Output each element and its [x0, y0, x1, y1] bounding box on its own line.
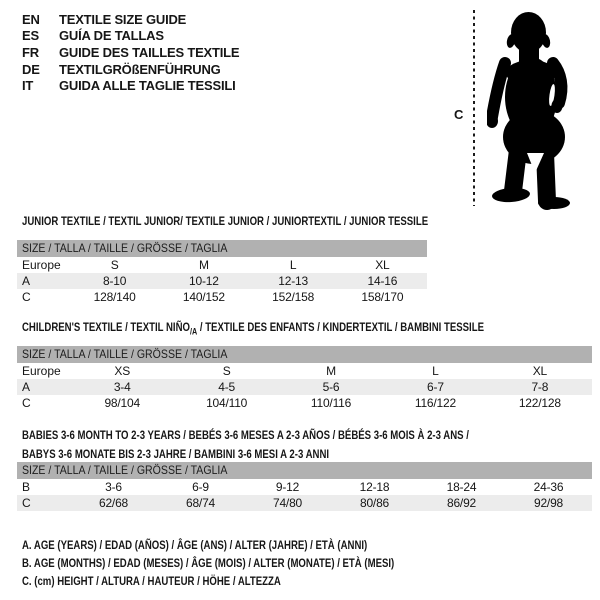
- lang-row-es: [22, 28, 239, 45]
- lang-label: GUIDE DES TAILLES TEXTILE: [59, 44, 240, 60]
- row-label: C: [22, 396, 31, 410]
- table-row-height: [17, 495, 592, 511]
- size-cell: XL: [532, 364, 547, 378]
- row-label: A: [22, 274, 31, 288]
- lang-label: TEXTILGRÖßENFÜHRUNG: [59, 61, 221, 77]
- footnote-text: C. (cm) HEIGHT / ALTURA / HAUTEUR / HÖHE / ALTEZZA: [22, 574, 281, 588]
- table-row-months: [17, 479, 592, 495]
- age-cell: 8-10: [103, 274, 127, 288]
- months-cell: 24-36: [533, 480, 564, 494]
- age-cell: 6-7: [427, 380, 444, 394]
- height-cell: 116/122: [414, 396, 456, 410]
- size-cell: S: [222, 364, 231, 378]
- lang-row-it: [22, 77, 239, 94]
- row-label: B: [22, 480, 31, 494]
- lang-label: GUÍA DE TALLAS: [59, 28, 164, 44]
- age-cell: 7-8: [531, 380, 549, 394]
- height-cell: 104/110: [206, 396, 248, 410]
- height-cell: 86/92: [446, 496, 477, 510]
- months-cell: 12-18: [359, 480, 390, 494]
- row-label: C: [22, 290, 31, 304]
- height-cell: 80/86: [359, 496, 390, 510]
- age-cell: 3-4: [113, 380, 131, 394]
- table-row-europe: [17, 257, 427, 273]
- height-cell: 158/170: [361, 290, 404, 304]
- footnote-age-months: [22, 554, 487, 572]
- language-guide: [22, 11, 239, 94]
- size-cell: M: [326, 364, 336, 378]
- size-header-text: SIZE / TALLA / TAILLE / GRÖSSE / TAGLIA: [22, 241, 228, 255]
- row-label: A: [22, 380, 31, 394]
- lang-label: TEXTILE SIZE GUIDE: [59, 11, 187, 27]
- months-cell: 6-9: [192, 480, 209, 494]
- height-cell: 74/80: [272, 496, 303, 510]
- size-header-text: SIZE / TALLA / TAILLE / GRÖSSE / TAGLIA: [22, 463, 228, 477]
- junior-table-title: [22, 214, 530, 228]
- height-measure-label: C: [454, 107, 464, 122]
- row-label: C: [22, 496, 31, 510]
- footnote-height-cm: [22, 572, 487, 590]
- height-cell: 140/152: [182, 290, 225, 304]
- height-cell: 98/104: [104, 396, 140, 410]
- footnote-text: A. AGE (YEARS) / EDAD (AÑOS) / ÂGE (ANS) / ALTER (JAHRE) / ETÀ (ANNI): [22, 538, 368, 552]
- table-row-height: [17, 395, 592, 411]
- age-cell: 5-6: [322, 380, 340, 394]
- children-size-table: [17, 346, 592, 411]
- size-header-text: SIZE / TALLA / TAILLE / GRÖSSE / TAGLIA: [22, 347, 228, 361]
- size-header-bar: [17, 346, 592, 363]
- toddler-silhouette: [487, 5, 599, 212]
- height-cell: 62/68: [98, 496, 129, 510]
- lang-row-de: [22, 61, 239, 78]
- height-cell: 68/74: [185, 496, 216, 510]
- age-cell: 10-12: [189, 274, 219, 288]
- age-cell: 4-5: [218, 380, 235, 394]
- height-cell: 128/140: [93, 290, 136, 304]
- lang-row-en: [22, 11, 239, 28]
- table-row-age: [17, 379, 592, 395]
- size-header-bar: [17, 240, 427, 257]
- size-cell: M: [198, 258, 209, 272]
- age-cell: 12-13: [278, 274, 308, 288]
- table-row-height: [17, 289, 427, 305]
- babies-table-title-line2: BABYS 3-6 MONATE BIS 2-3 JAHRE / BAMBINI 3-6 MESI A 2-3 ANNI: [22, 446, 330, 461]
- lang-label: GUIDA ALLE TAGLIE TESSILI: [59, 78, 236, 94]
- size-cell: XL: [375, 258, 390, 272]
- size-header-bar: [17, 462, 592, 479]
- legend-footnotes: [22, 536, 487, 590]
- babies-table-title-line1: BABIES 3-6 MONTH TO 2-3 YEARS / BEBÉS 3-6 MESES A 2-3 AÑOS / BÉBÉS 3-6 MOIS À 2-3 ANS /: [22, 428, 469, 442]
- title-part: / TEXTILE DES ENFANTS / KINDERTEXTIL / BAMBINI TESSILE: [197, 320, 484, 334]
- title-subscript: /A: [189, 326, 198, 337]
- row-label: Europe: [22, 364, 61, 378]
- footnote-age-years: [22, 536, 487, 554]
- height-cell: 152/158: [272, 290, 315, 304]
- children-table-title: [22, 320, 599, 336]
- lang-code: ES: [22, 28, 39, 44]
- children-table-title-text: [22, 320, 484, 336]
- table-row-age: [17, 273, 427, 289]
- size-cell: XS: [114, 364, 130, 378]
- lang-code: EN: [22, 11, 40, 27]
- age-cell: 14-16: [367, 274, 398, 288]
- lang-code: DE: [22, 61, 40, 77]
- months-cell: 18-24: [446, 480, 477, 494]
- size-cell: L: [432, 364, 439, 378]
- junior-size-table: [17, 240, 427, 305]
- height-cell: 110/116: [310, 396, 352, 410]
- months-cell: 9-12: [275, 480, 300, 494]
- height-measure-dashed-line: [473, 10, 475, 206]
- lang-code: IT: [22, 78, 34, 94]
- height-cell: 122/128: [518, 396, 561, 410]
- lang-row-fr: [22, 44, 239, 61]
- babies-size-table: [17, 462, 592, 511]
- babies-table-title: [22, 426, 581, 463]
- lang-code: FR: [22, 44, 39, 60]
- junior-table-title-text: JUNIOR TEXTILE / TEXTIL JUNIOR/ TEXTILE JUNIOR / JUNIORTEXTIL / JUNIOR TESSILE: [22, 214, 429, 228]
- size-cell: L: [289, 258, 297, 272]
- row-label: Europe: [22, 258, 61, 272]
- months-cell: 3-6: [105, 480, 122, 494]
- size-cell: S: [110, 258, 119, 272]
- footnote-text: B. AGE (MONTHS) / EDAD (MESES) / ÂGE (MOIS) / ALTER (MONATE) / ETÀ (MESI): [22, 556, 395, 570]
- height-cell: 92/98: [533, 496, 564, 510]
- title-part: CHILDREN'S TEXTILE / TEXTIL NIÑO: [22, 320, 190, 334]
- table-row-europe: [17, 363, 592, 379]
